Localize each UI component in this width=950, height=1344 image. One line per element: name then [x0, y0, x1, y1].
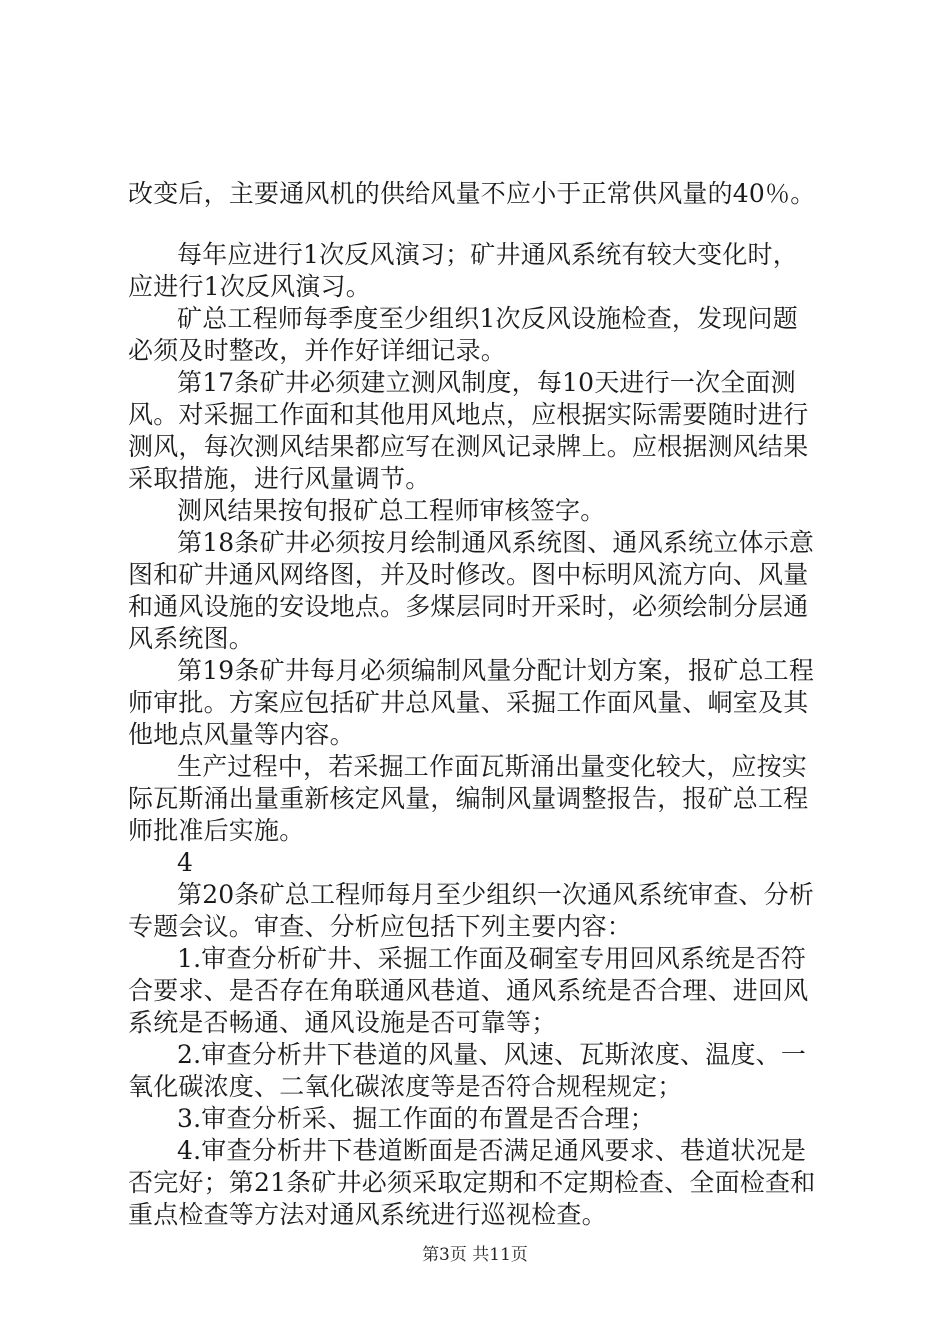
text-line: 他地点风量等内容。: [128, 720, 355, 749]
text-line: 4.审查分析井下巷道断面是否满足通风要求、巷道状况是: [177, 1136, 807, 1165]
text-line: 风系统图。: [128, 624, 255, 653]
text-line: 专题会议。审查、分析应包括下列主要内容：: [128, 912, 633, 941]
text-line: 重点检查等方法对通风系统进行巡视检查。: [128, 1200, 607, 1229]
text-line: 3.审查分析采、掘工作面的布置是否合理；: [177, 1104, 655, 1133]
text-line: 第19条矿井每月必须编制风量分配计划方案，报矿总工程: [177, 656, 815, 685]
text-line: 测风结果按旬报矿总工程师审核签字。: [177, 496, 606, 525]
text-line: 第20条矿总工程师每月至少组织一次通风系统审查、分析: [177, 880, 815, 909]
text-line: 必须及时整改，并作好详细记录。: [128, 336, 507, 365]
text-line: 矿总工程师每季度至少组织1次反风设施检查，发现问题: [177, 304, 798, 333]
text-line: 第17条矿井必须建立测风制度，每10天进行一次全面测: [177, 368, 796, 397]
text-line: 氧化碳浓度、二氧化碳浓度等是否符合规程规定；: [128, 1072, 683, 1101]
text-line: 师审批。方案应包括矿井总风量、采掘工作面风量、峒室及其: [128, 688, 809, 717]
text-line: 应进行1次反风演习。: [128, 272, 371, 301]
text-line: 采取措施，进行风量调节。: [128, 464, 431, 493]
text-line: 每年应进行1次反风演习；矿井通风系统有较大变化时，: [177, 240, 798, 269]
text-line: 否完好；第21条矿井必须采取定期和不定期检查、全面检查和: [128, 1168, 816, 1197]
text-line: 测风，每次测风结果都应写在测风记录牌上。应根据测风结果: [128, 432, 809, 461]
text-line: 风。对采掘工作面和其他用风地点，应根据实际需要随时进行: [128, 400, 809, 429]
text-line: 2.审查分析井下巷道的风量、风速、瓦斯浓度、温度、一: [177, 1040, 807, 1069]
text-line: 系统是否畅通、通风设施是否可靠等；: [128, 1008, 557, 1037]
text-line: 合要求、是否存在角联通风巷道、通风系统是否合理、进回风: [128, 976, 809, 1005]
text-line: 第18条矿井必须按月绘制通风系统图、通风系统立体示意: [177, 528, 815, 557]
text-line: 1.审查分析矿井、采掘工作面及硐室专用回风系统是否符: [177, 944, 807, 973]
text-line: 师批准后实施。: [128, 816, 305, 845]
text-line: 4: [177, 848, 194, 877]
text-line: 改变后，主要通风机的供给风量不应小于正常供风量的40％。: [128, 179, 816, 208]
text-line: 际瓦斯涌出量重新核定风量，编制风量调整报告，报矿总工程: [128, 784, 809, 813]
page-footer: 第3页 共11页: [422, 1245, 528, 1265]
text-line: 和通风设施的安设地点。多煤层同时开采时，必须绘制分层通: [128, 592, 809, 621]
text-line: 生产过程中，若采掘工作面瓦斯涌出量变化较大，应按实: [177, 752, 808, 781]
text-line: 图和矿井通风网络图，并及时修改。图中标明风流方向、风量: [128, 560, 809, 589]
